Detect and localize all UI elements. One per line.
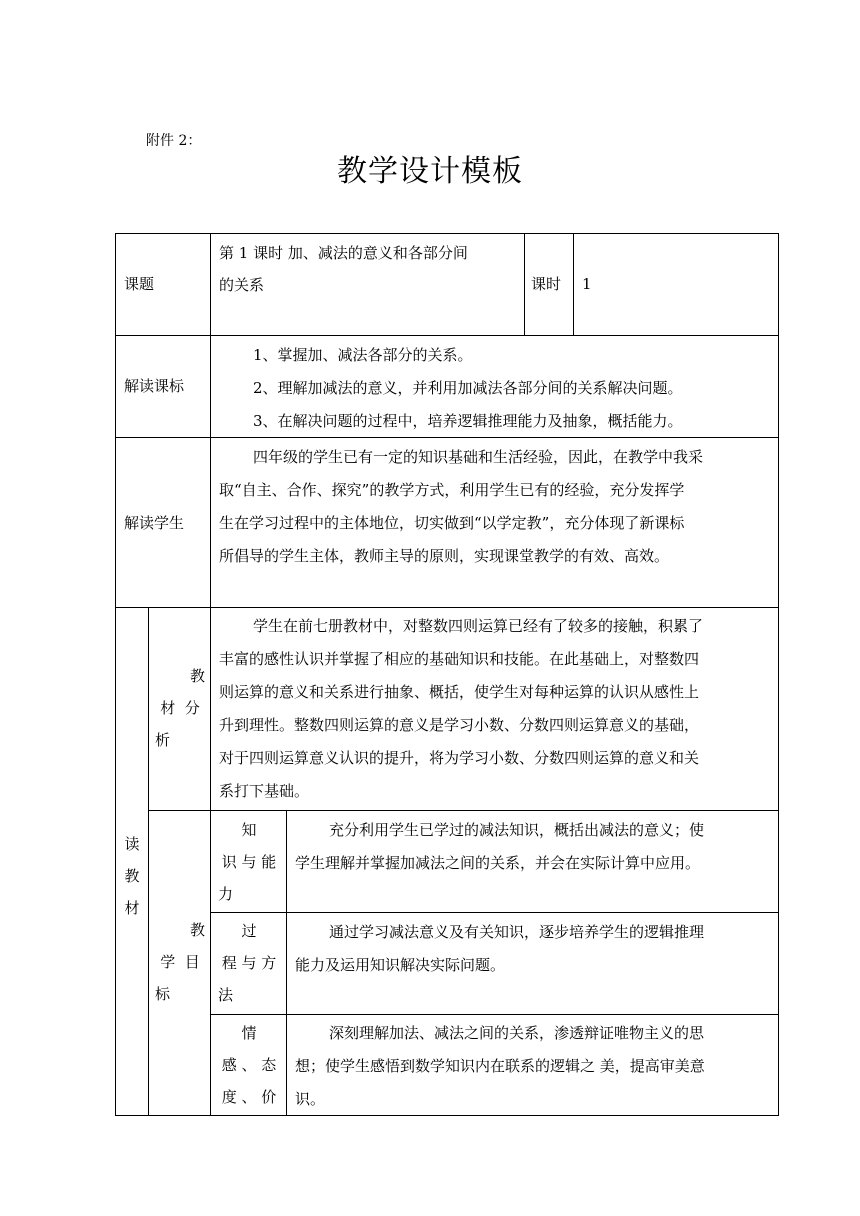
analysis-label-line: 材 分 bbox=[160, 699, 200, 717]
analysis-line: 对于四则运算意义认识的提升，将为学习小数、分数四则运算的意义和关 bbox=[219, 749, 700, 767]
objectives-label-line: 标 bbox=[155, 985, 171, 1003]
students-line: 生在学习过程中的主体地位，切实做到“以学定教”，充分体现了新课标 bbox=[219, 514, 685, 532]
textbook-label-char: 教 bbox=[124, 867, 140, 885]
analysis-label-line: 析 bbox=[155, 731, 171, 749]
process-line: 能力及运用知识解决实际问题。 bbox=[295, 956, 506, 974]
objectives-label bbox=[155, 914, 205, 1010]
knowledge-line: 充分利用学生已学过的减法知识，概括出减法的意义；使 bbox=[329, 821, 705, 839]
emotion-line: 想；使学生感悟到数学知识内在联系的逻辑之 美，提高审美意 bbox=[295, 1057, 705, 1075]
hours-label: 课时 bbox=[531, 275, 562, 293]
emotion-label-line: 感 、 态 bbox=[221, 1056, 277, 1074]
emotion-line: 深刻理解加法、减法之间的关系，渗透辩证唯物主义的思 bbox=[329, 1024, 705, 1042]
topic-label: 课题 bbox=[124, 275, 155, 293]
standards-item: 3、在解决问题的过程中，培养逻辑推理能力及抽象，概括能力。 bbox=[253, 412, 683, 430]
emotion-label-line: 度 、 价 bbox=[221, 1088, 277, 1106]
emotion-label-line: 情 bbox=[241, 1024, 257, 1042]
process-label-line: 程 与 方 bbox=[221, 954, 277, 972]
objectives-label-line: 学 目 bbox=[160, 953, 200, 971]
page-title: 教学设计模板 bbox=[337, 154, 523, 189]
standards-item: 2、理解加减法的意义，并利用加减法各部分间的关系解决问题。 bbox=[253, 379, 683, 397]
analysis-label bbox=[155, 660, 205, 756]
students-line: 取“自主、合作、探究”的教学方式，利用学生已有的经验，充分发挥学 bbox=[219, 481, 685, 499]
topic-value-line2: 的关系 bbox=[219, 276, 265, 294]
hours-value: 1 bbox=[582, 275, 592, 293]
process-label bbox=[218, 915, 280, 1011]
knowledge-line: 学生理解并掌握加减法之间的关系，并会在实际计算中应用。 bbox=[295, 854, 701, 872]
knowledge-label bbox=[218, 814, 280, 910]
objectives-label-line: 教 bbox=[189, 921, 205, 939]
textbook-label-char: 材 bbox=[124, 899, 140, 917]
analysis-label-line: 教 bbox=[189, 667, 205, 685]
textbook-label-char: 读 bbox=[124, 835, 140, 853]
analysis-line: 升到理性。整数四则运算的意义是学习小数、分数四则运算意义的基础， bbox=[219, 716, 700, 734]
process-label-line: 法 bbox=[218, 986, 234, 1004]
analysis-line: 丰富的感性认识并掌握了相应的基础知识和技能。在此基础上，对整数四 bbox=[219, 650, 700, 668]
analysis-line: 系打下基础。 bbox=[219, 782, 310, 800]
standards-item: 1、掌握加、减法各部分的关系。 bbox=[253, 346, 473, 364]
emotion-line: 识。 bbox=[295, 1090, 326, 1108]
standards-label: 解读课标 bbox=[124, 377, 185, 395]
analysis-line: 则运算的意义和关系进行抽象、概括，使学生对每种运算的认识从感性上 bbox=[219, 683, 700, 701]
students-line: 所倡导的学生主体，教师主导的原则，实现课堂教学的有效、高效。 bbox=[219, 547, 670, 565]
process-line: 通过学习减法意义及有关知识，逐步培养学生的逻辑推理 bbox=[329, 923, 705, 941]
textbook-label bbox=[118, 828, 146, 924]
knowledge-label-line: 识 与 能 bbox=[221, 853, 277, 871]
analysis-line: 学生在前七册教材中，对整数四则运算已经有了较多的接触，积累了 bbox=[253, 617, 704, 635]
knowledge-label-line: 力 bbox=[218, 885, 234, 903]
topic-value-line1: 第 1 课时 加、减法的意义和各部分间 bbox=[219, 244, 468, 262]
students-line: 四年级的学生已有一定的知识基础和生活经验，因此，在教学中我采 bbox=[253, 448, 704, 466]
students-label: 解读学生 bbox=[124, 514, 185, 532]
attachment-label: 附件 2： bbox=[146, 133, 202, 149]
process-label-line: 过 bbox=[241, 922, 257, 940]
emotion-label bbox=[218, 1017, 280, 1113]
knowledge-label-line: 知 bbox=[241, 821, 257, 839]
